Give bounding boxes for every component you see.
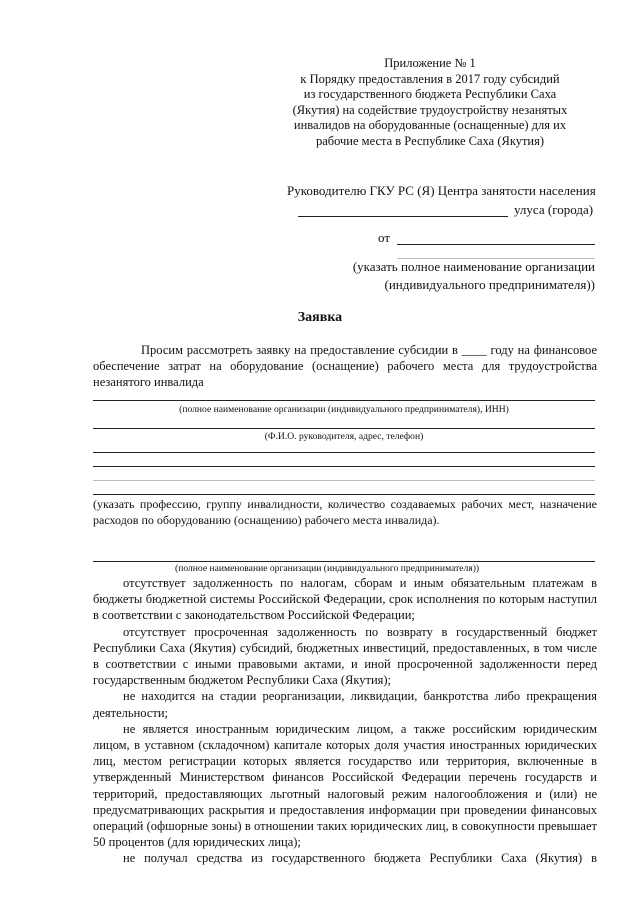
- profession-hint: (указать профессию, группу инвалидности, количество создаваемых рабочих мест, назначение расходов по оборудованию (оснащению) рабочего места инвалида).: [93, 497, 597, 527]
- addressee-hint-line: (индивидуального предпринимателя)): [384, 277, 595, 292]
- appendix-header: [280, 56, 580, 149]
- statement-item: не находится на стадии реорганизации, ликвидации, банкротства либо прекращения деятельности;: [93, 689, 597, 720]
- statement-item: отсутствует задолженность по налогам, сборам и иным обязательным платежам в бюджеты бюджетной системы Российской Федерации, срок исполнения по которым наступил в соответствии с законодательством Российской Федерации;: [93, 576, 597, 623]
- appendix-line: к Порядку предоставления в 2017 году субсидий: [300, 71, 560, 86]
- blank-line[interactable]: [93, 452, 595, 453]
- addressee-hint-line: (указать полное наименование организации: [352, 259, 595, 274]
- appendix-line: из государственного бюджета Республики Саха: [303, 87, 557, 101]
- statements-list: [93, 575, 597, 867]
- org-name-line[interactable]: [93, 561, 595, 562]
- manager-line[interactable]: [93, 428, 595, 429]
- org-name-inn-caption: (полное наименование организации (индивидуального предпринимателя), ИНН): [179, 404, 509, 415]
- org-name-caption: (полное наименование организации (индивидуального предпринимателя)): [175, 563, 480, 574]
- request-paragraph: [93, 342, 597, 391]
- statement-item: не является иностранным юридическим лицом, а также российским юридическим лицом, в уставном (складочном) капитале которых доля участия иностранных юридических лиц, местом регистрации которых является государство или территория, включенные в утвержденный Министерством финансов Российской Федерации перечень государств и территорий, предоставляющих льготный налоговый режим налогообложения и (или) не предусматривающих раскрытия и предоставления информации при проведении финансовых операций (офшорные зоны) в отношении таких юридических лиц, в совокупности превышает 50 процентов (для юридических лица);: [93, 721, 597, 850]
- blank-line[interactable]: [93, 466, 595, 467]
- appendix-line: рабочие места в Республике Саха (Якутия): [315, 133, 545, 148]
- blank-line[interactable]: [93, 494, 595, 495]
- appendix-line: (Якутия) на содействие трудоустройству незанятых: [292, 102, 568, 117]
- appendix-line: инвалидов на оборудованные (оснащенные) для их: [293, 118, 567, 132]
- from-label: от: [378, 230, 391, 245]
- request-text: Просим рассмотреть заявку на предоставление субсидии в ____ году на финансовое обеспечение затрат на оборудование (оснащение) рабочего места для трудоустройства незанятого инвалида: [93, 343, 597, 390]
- district-suffix: улуса (города): [514, 202, 594, 217]
- district-blank-line[interactable]: [298, 216, 508, 217]
- blank-line[interactable]: [93, 480, 595, 481]
- appendix-title: Приложение № 1: [384, 56, 476, 70]
- document-title: Заявка: [297, 310, 343, 325]
- org-name-inn-line[interactable]: [93, 400, 595, 401]
- addressee-hint: [320, 259, 595, 293]
- statement-item: не получал средства из государственного бюджета Республики Саха (Якутия) в: [123, 851, 597, 866]
- addressee-line: Руководителю ГКУ РС (Я) Центра занятости населения: [287, 183, 596, 198]
- from-blank-line[interactable]: [397, 244, 595, 245]
- statement-item: отсутствует просроченная задолженность по возврату в государственный бюджет Республики Саха (Якутия) субсидий, бюджетных инвестиций, предоставленных, в том числе в соответствии с иными правовыми актами, и иной просроченной задолженности перед государственным бюджетом Республики Саха (Якутия);: [93, 624, 597, 688]
- manager-caption: (Ф.И.О. руководителя, адрес, телефон): [264, 431, 424, 442]
